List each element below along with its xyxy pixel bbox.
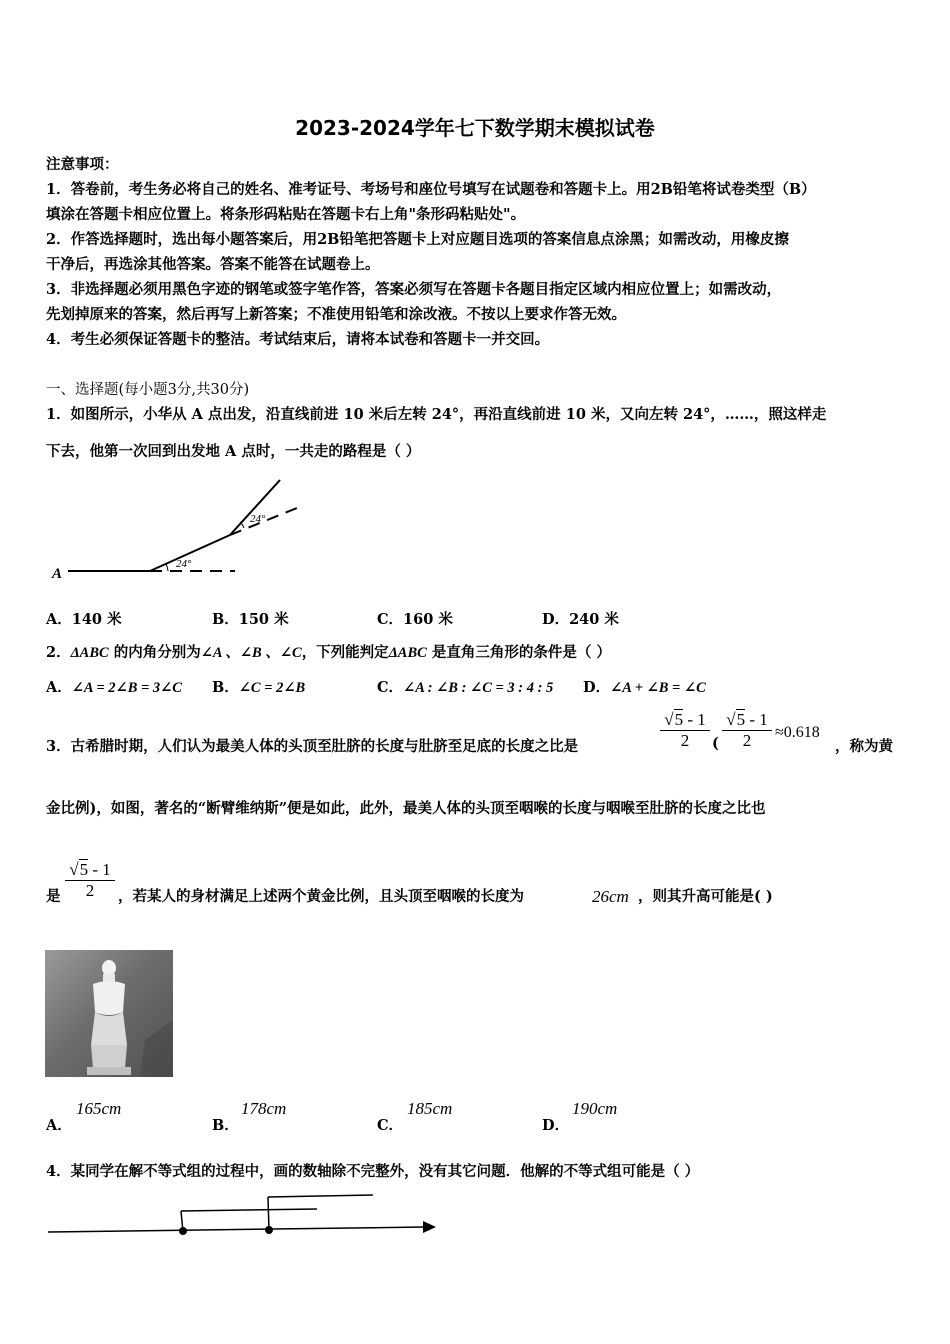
point-a-label: A [52, 566, 63, 582]
approx-value: ≈0.618 [775, 724, 820, 741]
q3-line2: 金比例)，如图，著名的“断臂维纳斯”便是如此，此外，最美人体的头顶至咽喉的长度与咽喉至肚脐的长度之比也 [46, 800, 766, 817]
solid-point-2 [265, 1226, 273, 1234]
q3-option-d-value: 190cm [572, 1099, 618, 1118]
q3-option-c-value: 185cm [407, 1099, 453, 1118]
bracket-right-horizontal [268, 1195, 373, 1197]
statue-icon [45, 950, 173, 1077]
q1-option-c[interactable]: C．160 米 [377, 611, 453, 628]
option-label: C． [377, 679, 404, 696]
fraction-numerator: √5 - 1 [722, 710, 772, 731]
section-heading: 一、选择题(每小题3分,共30分) [46, 382, 250, 398]
fraction-numerator: √5 - 1 [65, 860, 115, 881]
length-value: 26cm [592, 887, 629, 906]
q2-prefix: 2． [46, 644, 71, 661]
fraction-numerator: √5 - 1 [660, 710, 710, 731]
angle-label-1: 24° [176, 558, 192, 570]
q2-stem [46, 641, 611, 662]
option-value: ∠C = 2∠B [238, 680, 306, 696]
extension-dashed-2 [230, 506, 302, 535]
notice-line: 2．作答选择题时，选出每小题答案后，用2B铅笔把答题卡上对应题目选项的答案信息点涂黑；如需改动，用橡皮擦 [46, 231, 789, 248]
fraction-denominator: 2 [680, 731, 690, 750]
option-label: A． [46, 679, 72, 696]
fraction-denominator: 2 [85, 881, 95, 900]
golden-ratio-fraction-3 [65, 860, 115, 901]
axis-arrow-icon [423, 1221, 436, 1233]
q1-stem-line2: 下去，他第一次回到出发地 A 点时，一共走的路程是（ ） [46, 443, 421, 460]
fraction-denominator: 2 [742, 731, 752, 750]
axis-line [48, 1227, 425, 1232]
q2-angles: ∠A 、∠B 、∠C [200, 645, 302, 661]
solid-point-1 [179, 1227, 187, 1235]
notice-heading: 注意事项： [46, 156, 119, 173]
notice-line: 干净后，再选涂其他答案。答案不能答在试题卷上。 [46, 256, 380, 273]
q3-option-b-label[interactable]: B． [212, 1117, 239, 1134]
q3-line1-suffix: ，称为黄 [835, 738, 893, 755]
q3-line3-mid: ，若某人的身材满足上述两个黄金比例，且头顶至咽喉的长度为 [118, 888, 524, 905]
q3-option-a-label[interactable]: A． [46, 1117, 72, 1134]
q1-option-d[interactable]: D．240 米 [542, 611, 619, 628]
q3-line1-prefix: 3．古希腊时期，人们认为最美人体的头顶至肚脐的长度与肚脐至足底的长度之比是 [46, 738, 579, 755]
option-label: B． [212, 679, 239, 696]
q2-text: ，下列能判定 [301, 644, 389, 661]
golden-ratio-fraction-2 [722, 710, 772, 751]
bracket-right-vertical [268, 1197, 269, 1231]
page-title: 2023-2024学年七下数学期末模拟试卷 [295, 116, 655, 140]
q1-option-b[interactable]: B．150 米 [212, 611, 289, 628]
q2-text: 的内角分别为 [108, 644, 201, 661]
q3-option-b-value: 178cm [241, 1099, 287, 1118]
q2-option-a[interactable] [46, 676, 182, 697]
q4-stem: 4．某同学在解不等式组的过程中，画的数轴除不完整外，没有其它问题．他解的不等式组可能是（ ） [46, 1163, 700, 1180]
option-value: ∠A : ∠B : ∠C = 3 : 4 : 5 [403, 680, 554, 696]
golden-ratio-fraction-1 [660, 710, 710, 751]
q4-number-line [40, 1185, 450, 1245]
q3-line3-prefix: 是 [46, 888, 61, 905]
option-label: D． [583, 679, 611, 696]
q3-option-d-label[interactable]: D． [542, 1117, 570, 1134]
option-value: ∠A + ∠B = ∠C [610, 680, 706, 696]
bracket-left-horizontal [181, 1209, 317, 1211]
q2-option-b[interactable] [212, 676, 305, 697]
q1-stem-line1: 1．如图所示，小华从 A 点出发，沿直线前进 10 米后左转 24°，再沿直线前进 10 米，又向左转 24°，……，照这样走 [46, 406, 827, 423]
option-value: ∠A = 2∠B = 3∠C [71, 680, 182, 696]
notice-line: 1．答卷前，考生务必将自己的姓名、准考证号、考场号和座位号填写在试题卷和答题卡上。用2B铅笔将试卷类型（B） [46, 181, 816, 198]
angle-label-2: 24° [250, 513, 266, 525]
venus-statue-image [45, 950, 173, 1077]
q2-option-d[interactable] [583, 676, 706, 697]
path-segment-3 [230, 480, 280, 535]
q1-option-a[interactable]: A．140 米 [46, 611, 122, 628]
q2-triangle: ΔABC [70, 645, 109, 661]
notice-line: 先划掉原来的答案，然后再写上新答案；不准使用铅笔和涂改液。不按以上要求作答无效。 [46, 306, 626, 323]
open-paren: ( [712, 735, 719, 752]
q1-path-figure [40, 470, 320, 590]
notice-line: 填涂在答题卡相应位置上。将条形码粘贴在答题卡右上角"条形码粘贴处"。 [46, 206, 526, 223]
q3-option-a-value: 165cm [76, 1099, 122, 1118]
q3-line3-suffix: ，则其升高可能是( ) [638, 888, 773, 905]
angle-arc-1 [166, 564, 168, 571]
q2-triangle: ΔABC [388, 645, 427, 661]
q2-option-c[interactable] [377, 676, 553, 697]
q3-option-c-label[interactable]: C． [377, 1117, 404, 1134]
q2-suffix: 是直角三角形的条件是（ ） [426, 644, 611, 661]
notice-line: 4．考生必须保证答题卡的整洁。考试结束后，请将本试卷和答题卡一并交回。 [46, 331, 550, 348]
notice-line: 3．非选择题必须用黑色字迹的钢笔或签字笔作答，答案必须写在答题卡各题目指定区域内相应位置上；如需改动， [46, 281, 782, 298]
